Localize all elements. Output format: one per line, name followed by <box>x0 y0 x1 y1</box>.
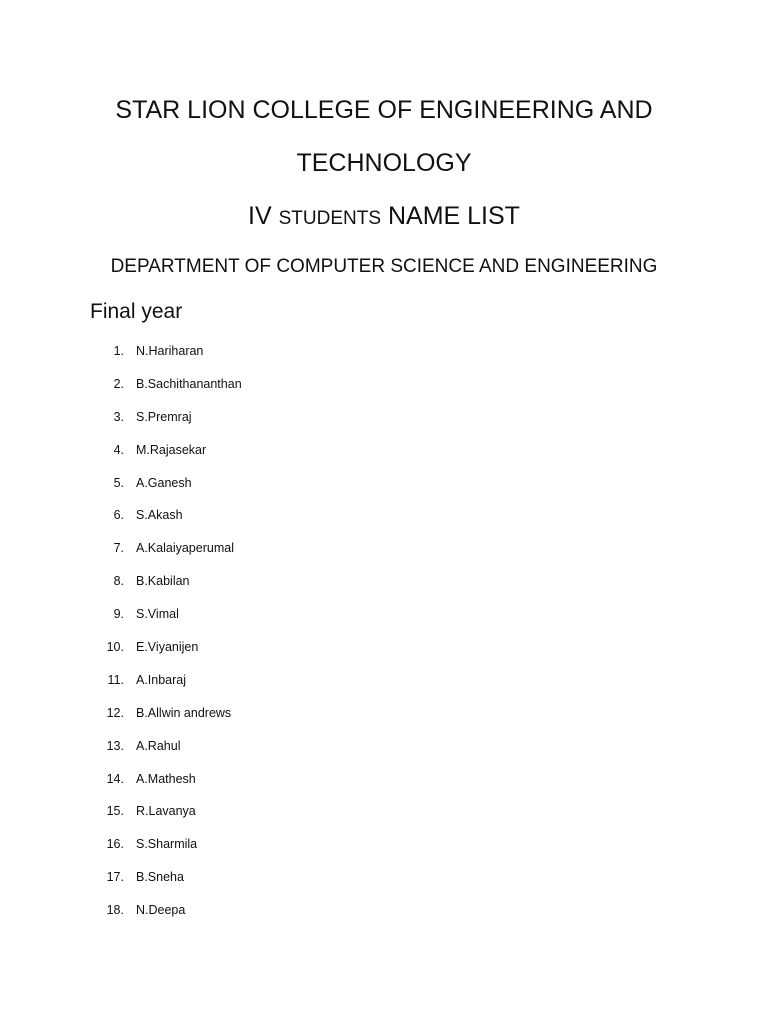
student-name: S.Sharmila <box>136 837 198 852</box>
list-item-number: 4. <box>113 442 124 457</box>
student-name: B.Kabilan <box>136 574 190 589</box>
student-name: N.Hariharan <box>136 344 204 358</box>
list-item-number: 15. <box>106 804 124 819</box>
list-title-students: STUDENTS <box>278 208 382 229</box>
student-name: M.Rajasekar <box>136 442 207 457</box>
college-name-line-1: STAR LION COLLEGE OF ENGINEERING AND <box>115 96 653 124</box>
student-name: A.Ganesh <box>136 475 192 490</box>
department-heading: DEPARTMENT OF COMPUTER SCIENCE AND ENGINEERING <box>110 256 658 277</box>
list-item-number: 16. <box>106 837 124 852</box>
list-item-number: 9. <box>113 607 124 622</box>
student-name: A.Rahul <box>136 738 181 753</box>
student-name: B.Sneha <box>136 870 184 885</box>
student-name: S.Vimal <box>136 607 179 622</box>
college-name-line-2: TECHNOLOGY <box>296 149 472 177</box>
student-name: A.Mathesh <box>136 771 196 786</box>
student-name: S.Premraj <box>136 409 192 424</box>
list-item-number: 17. <box>106 870 124 885</box>
list-item-number: 13. <box>106 738 124 753</box>
student-name: E.Viyanijen <box>136 640 199 655</box>
list-item-number: 7. <box>113 541 124 556</box>
student-name: A.Inbaraj <box>136 672 187 687</box>
student-name: R.Lavanya <box>136 804 196 819</box>
student-name: S.Akash <box>136 508 183 523</box>
list-item-number: 1. <box>113 344 124 358</box>
list-item-number: 3. <box>113 409 124 424</box>
student-name: N.Deepa <box>136 903 186 918</box>
list-item-number: 14. <box>106 771 124 786</box>
year-subheading: Final year <box>90 300 183 323</box>
list-item-number: 8. <box>113 574 124 589</box>
list-item-number: 6. <box>113 508 124 523</box>
student-name: A.Kalaiyaperumal <box>136 541 234 556</box>
list-title-name-list: NAME LIST <box>381 202 520 230</box>
list-item-number: 2. <box>113 376 124 391</box>
list-item-number: 12. <box>106 705 124 720</box>
student-name: B.Allwin andrews <box>136 705 232 720</box>
student-name: B.Sachithananthan <box>136 376 242 391</box>
list-title-year: IV <box>248 202 279 230</box>
list-title <box>0 201 768 234</box>
list-item-number: 10. <box>106 640 124 655</box>
list-item-number: 5. <box>113 475 124 490</box>
list-item-number: 11. <box>107 672 124 687</box>
list-item-number: 18. <box>106 903 124 918</box>
